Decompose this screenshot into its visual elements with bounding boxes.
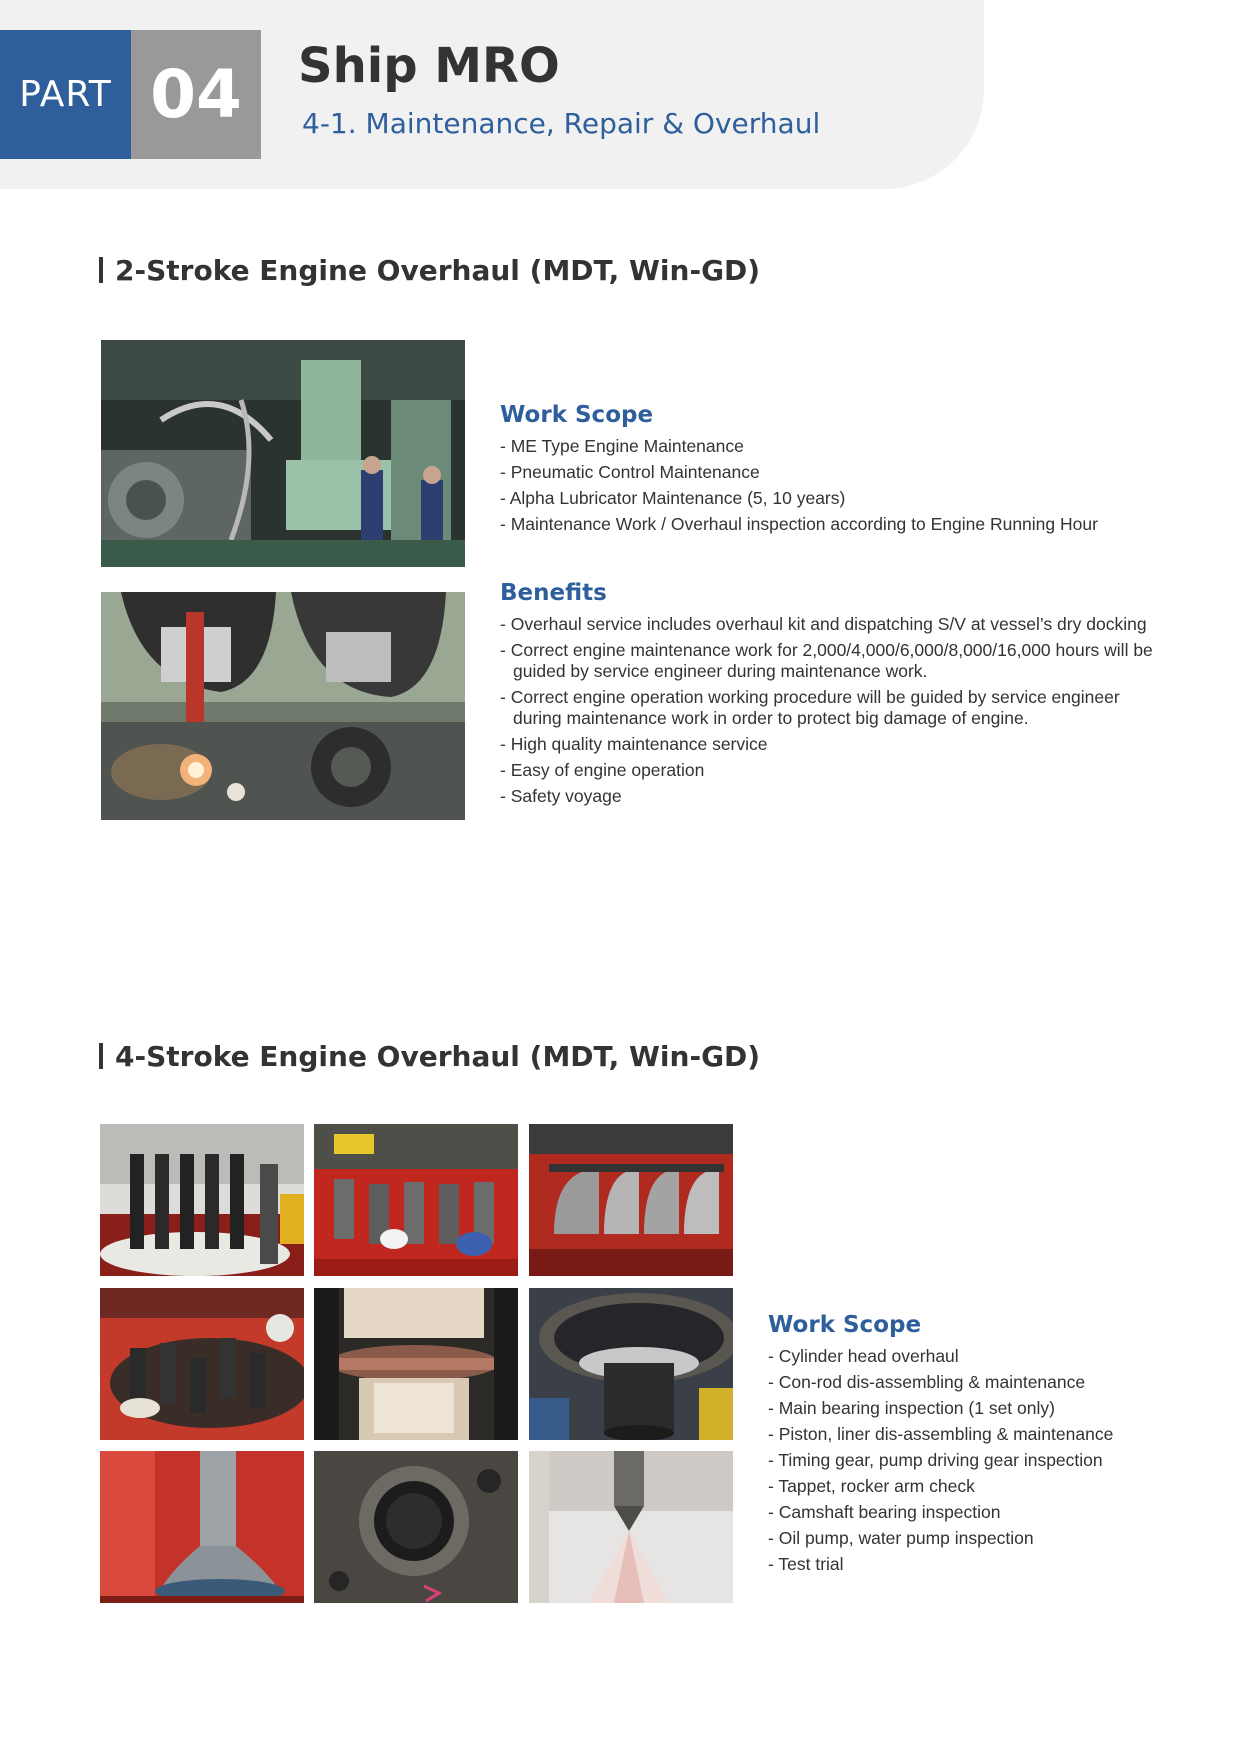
list-item: - Easy of engine operation [500,760,1160,781]
list-item: - Camshaft bearing inspection [768,1502,1188,1523]
section-title-text: 4-Stroke Engine Overhaul (MDT, Win-GD) [115,1040,761,1073]
work-scope-heading: Work Scope [500,402,654,428]
section-bar [99,257,103,283]
benefits-heading: Benefits [500,580,607,606]
list-item: - Piston, liner dis-assembling & maintenance [768,1424,1188,1445]
injector-nozzle-spray-photo [529,1451,733,1603]
list-item: - Overhaul service includes overhaul kit and dispatching S/V at vessel’s dry docking [500,614,1160,635]
part-number-box [131,30,261,159]
cylinder-bore-photo [314,1451,518,1603]
bearing-shells-photo [529,1124,733,1276]
work-scope-block-4-stroke [768,1312,1188,1580]
crankcase-photo [101,592,465,820]
con-rods-photo [100,1124,304,1276]
list-item: - Oil pump, water pump inspection [768,1528,1188,1549]
list-item: - Pneumatic Control Maintenance [500,462,1160,483]
section-title-text: 2-Stroke Engine Overhaul (MDT, Win-GD) [115,254,761,287]
list-item: - ME Type Engine Maintenance [500,436,1160,457]
list-item: - Alpha Lubricator Maintenance (5, 10 years) [500,488,1160,509]
page-title: Ship MRO [298,38,560,94]
page-subtitle: 4-1. Maintenance, Repair & Overhaul [302,107,821,140]
list-item: - Maintenance Work / Overhaul inspection according to Engine Running Hour [500,514,1160,535]
list-item: - Safety voyage [500,786,1160,807]
valve-photo [100,1451,304,1603]
work-scope-list [500,436,1160,535]
list-item: - Tappet, rocker arm check [768,1476,1188,1497]
fuel-injectors-photo [100,1288,304,1440]
piston-liner-photo [314,1288,518,1440]
part-label: PART [19,74,112,115]
list-item: - Main bearing inspection (1 set only) [768,1398,1188,1419]
list-item: - Correct engine operation working procedure will be guided by service engineer during maintenance work in order to protect big damage of engine. [500,687,1160,729]
list-item: - High quality maintenance service [500,734,1160,755]
engine-room-photo [101,340,465,567]
list-item: - Con-rod dis-assembling & maintenance [768,1372,1188,1393]
part-label-box [0,30,131,159]
list-item: - Timing gear, pump driving gear inspection [768,1450,1188,1471]
benefits-list [500,614,1160,807]
part-number: 04 [150,56,242,133]
section-title-4-stroke [99,1040,760,1073]
list-item: - Test trial [768,1554,1188,1575]
section-bar [99,1043,103,1069]
timing-gear-photo [529,1288,733,1440]
work-scope-block-2-stroke [500,402,1160,540]
section-title-2-stroke [99,254,760,287]
list-item: - Correct engine maintenance work for 2,000/4,000/6,000/8,000/16,000 hours will be guided by service engineer during maintenance work. [500,640,1160,682]
benefits-block [500,580,1160,812]
work-scope-list [768,1346,1188,1575]
list-item: - Cylinder head overhaul [768,1346,1188,1367]
work-scope-heading: Work Scope [768,1312,922,1338]
red-bench-parts-photo [314,1124,518,1276]
